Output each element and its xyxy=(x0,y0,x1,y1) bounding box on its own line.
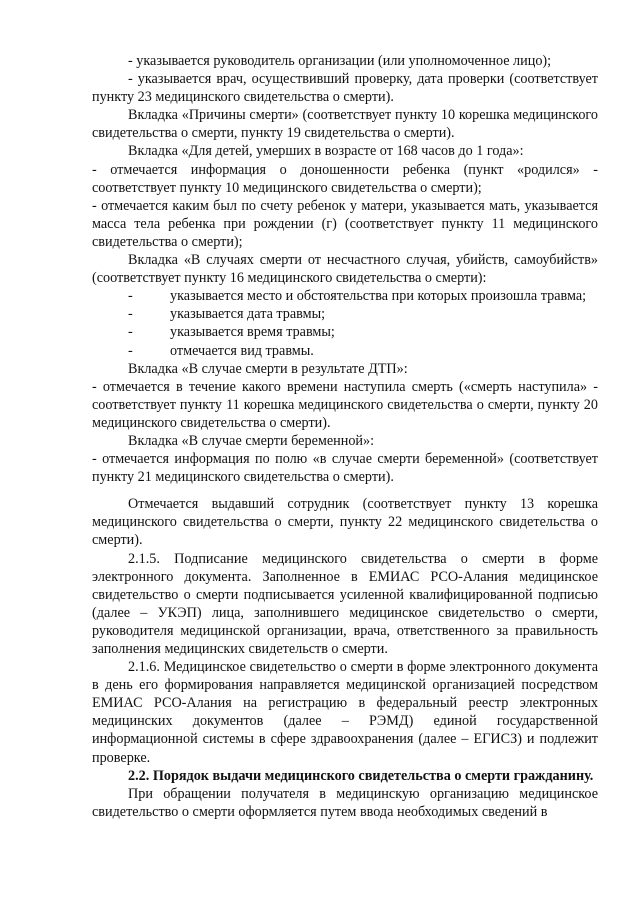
paragraph: - указывается врач, осуществивший проверку, дата проверки (соответствует пункту 23 медицинского свидетельства о смерти). xyxy=(92,71,598,106)
paragraph: - отмечается информация по полю «в случае смерти беременной» (соответствует пункту 21 медицинского свидетельства о смерти). xyxy=(92,451,598,486)
paragraph: Вкладка «Для детей, умерших в возрасте от 168 часов до 1 года»: xyxy=(128,143,524,160)
paragraph: 2.1.5. Подписание медицинского свидетельства о смерти в форме электронного документа. Заполненное в ЕМИАС РСО-Алания медицинское свидетельство о смерти подписывается усиленной квалифицированной подписью (далее – УКЭП) лица, заполнившего медицинское свидетельство о смерти, руководителя медицинской организации, врача, ответственного за правильность заполнения медицинских свидетельств о смерти. xyxy=(92,550,598,657)
paragraph: - отмечается в течение какого времени наступила смерть («смерть наступила» - соответствует пункту 11 корешка медицинского свидетельства о смерти, пункту 20 медицинского свидетельства о смерти). xyxy=(92,378,598,431)
list-dash: - xyxy=(128,306,133,323)
section-heading: 2.2. Порядок выдачи медицинского свидетельства о смерти гражданину. xyxy=(128,767,594,784)
list-dash: - xyxy=(128,342,133,359)
list-item xyxy=(92,305,598,323)
document-page xyxy=(92,52,598,821)
list-dash: - xyxy=(128,324,133,341)
paragraph: - отмечается каким был по счету ребенок у матери, указывается мать, указывается масса тела ребенка при рождении (г) (соответствует пункту 11 медицинского свидетельства о смерти); xyxy=(92,197,598,250)
list-item xyxy=(92,323,598,341)
paragraph: Вкладка «В случаях смерти от несчастного случая, убийств, самоубийств» (соответствует пункту 16 медицинского свидетельства о смерти): xyxy=(92,252,598,287)
list-dash: - xyxy=(128,288,133,305)
list-item-text: отмечается вид травмы. xyxy=(170,342,314,359)
list-item xyxy=(92,287,598,305)
list-item-text: указывается дата травмы; xyxy=(170,306,326,323)
paragraph: Вкладка «Причины смерти» (соответствует пункту 10 корешка медицинского свидетельства о смерти, пункту 19 свидетельства о смерти). xyxy=(92,107,598,142)
paragraph: Вкладка «В случае смерти в результате ДТП»: xyxy=(128,360,408,377)
paragraph: - отмечается информация о доношенности ребенка (пункт «родился» - соответствует пункту 10 медицинского свидетельства о смерти); xyxy=(92,161,598,196)
paragraph: - указывается руководитель организации (или уполномоченное лицо); xyxy=(128,53,552,69)
list-item xyxy=(92,342,598,360)
paragraph: При обращении получателя в медицинскую организацию медицинское свидетельство о смерти оформляется путем ввода необходимых сведений в xyxy=(92,785,598,820)
list-item-text: указывается место и обстоятельства при которых произошла травма; xyxy=(170,288,587,305)
list-item-text: указывается время травмы; xyxy=(170,324,335,341)
paragraph: 2.1.6. Медицинское свидетельство о смерти в форме электронного документа в день его формирования направляется медицинской организацией посредством ЕМИАС РСО-Алания на регистрацию в федеральный реестр электронных медицинских документов (далее – РЭМД) единой государственной информационной системы в сфере здравоохранения (далее – ЕГИСЗ) и подлежит проверке. xyxy=(92,659,598,766)
paragraph: Отмечается выдавший сотрудник (соответствует пункту 13 корешка медицинского свидетельства о смерти, пункту 22 медицинского свидетельства о смерти). xyxy=(92,496,598,549)
paragraph: Вкладка «В случае смерти беременной»: xyxy=(128,432,375,449)
